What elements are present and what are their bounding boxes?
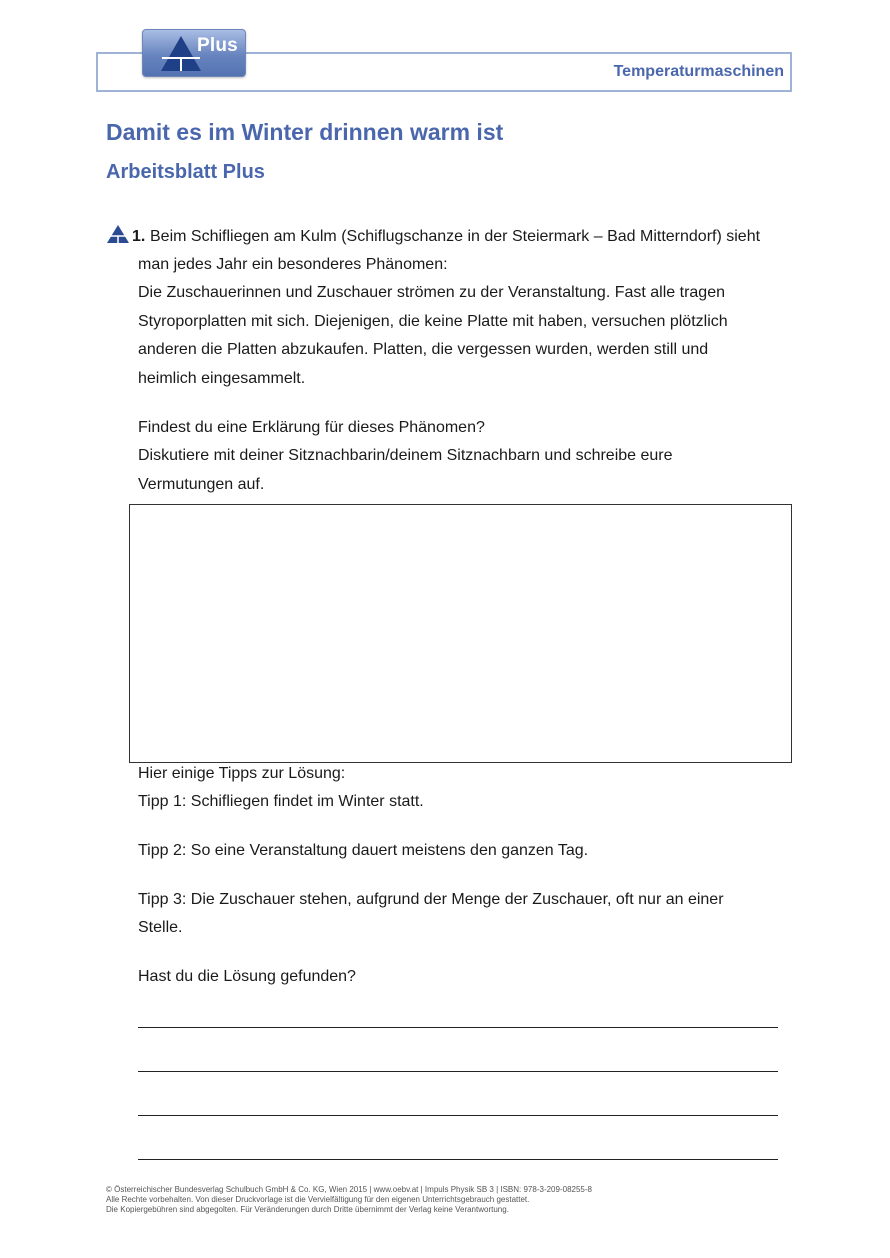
intro-line: Die Zuschauerinnen und Zuschauer strömen zu der Veranstaltung. Fast alle tragen — [138, 284, 725, 302]
plus-logo — [142, 29, 246, 77]
answer-box[interactable] — [129, 504, 792, 763]
tip-3-line: Tipp 3: Die Zuschauer stehen, aufgrund der Menge der Zuschauer, oft nur an einer — [138, 891, 724, 908]
intro-line: Styroporplatten mit sich. Diejenigen, die keine Platte mit haben, versuchen plötzlich — [138, 312, 728, 330]
logo-text: Plus — [197, 35, 238, 56]
section-title: Temperaturmaschinen — [613, 63, 784, 80]
final-question: Hast du die Lösung gefunden? — [138, 968, 356, 985]
intro-line: man jedes Jahr ein besonderes Phänomen: — [138, 256, 448, 273]
tip-1: Tipp 1: Schifliegen findet im Winter statt. — [138, 793, 424, 810]
triangle-task-icon — [107, 225, 129, 243]
footer-copyright: © Österreichischer Bundesverlag Schulbuch GmbH & Co. KG, Wien 2015 | www.oebv.at | Impuls Physik SB 3 | ISBN: 978-3-209-08255-8 — [106, 1185, 592, 1194]
tip-3 — [138, 886, 724, 943]
answer-line[interactable] — [138, 1071, 778, 1072]
tip-2: Tipp 2: So eine Veranstaltung dauert meistens den ganzen Tag. — [138, 842, 589, 859]
question-line: Findest du eine Erklärung für dieses Phänomen? — [138, 419, 485, 436]
task-question — [138, 414, 673, 499]
intro-line: heimlich eingesammelt. — [138, 369, 306, 387]
tips-heading: Hier einige Tipps zur Lösung: — [138, 765, 346, 782]
answer-line[interactable] — [138, 1159, 778, 1160]
page-title: Damit es im Winter drinnen warm ist — [106, 119, 504, 145]
answer-line[interactable] — [138, 1027, 778, 1028]
task-intro-first-line: Beim Schifliegen am Kulm (Schiflugschanze in der Steiermark – Bad Mitterndorf) sieht — [150, 228, 761, 245]
intro-line: anderen die Platten abzukaufen. Platten, die vergessen wurden, werden still und — [138, 341, 709, 359]
footer — [106, 1185, 592, 1215]
page-subtitle: Arbeitsblatt Plus — [106, 161, 265, 183]
question-line: Vermutungen auf. — [138, 475, 265, 493]
task-number: 1. — [132, 228, 146, 245]
tip-3-line: Stelle. — [138, 919, 183, 937]
task-intro — [138, 251, 778, 393]
footer-rights: Alle Rechte vorbehalten. Von dieser Druckvorlage ist die Vervielfältigung für den eigenen Unterrichtsgebrauch gestattet. — [106, 1195, 530, 1204]
question-line: Diskutiere mit deiner Sitznachbarin/deinem Sitznachbarn und schreibe eure — [138, 447, 673, 465]
answer-line[interactable] — [138, 1115, 778, 1116]
footer-fees: Die Kopiergebühren sind abgegolten. Für Veränderungen durch Dritte übernimmt der Verlag keine Verantwortung. — [106, 1205, 509, 1214]
